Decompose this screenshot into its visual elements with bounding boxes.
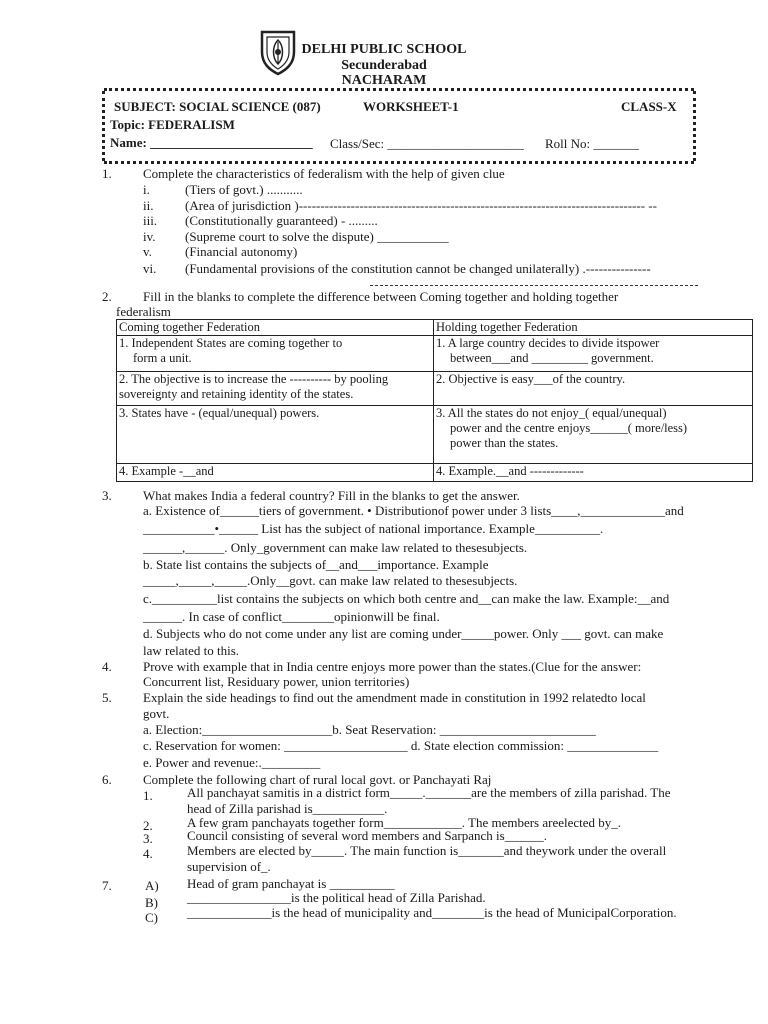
q3-line[interactable]: d. Subjects who do not come under any list are coming under_____power. Only ___ govt. can make <box>143 626 664 641</box>
cell-text: power than the states. <box>450 436 559 450</box>
q7-item-text[interactable]: Head of gram panchayat is __________ <box>187 876 395 891</box>
q5-women-commission[interactable]: c. Reservation for women: ___________________ d. State election commission: ______________ <box>143 738 659 753</box>
cell-text[interactable]: 4. Example.__and ------------- <box>436 464 584 478</box>
q1-item-num: iii. <box>143 213 158 228</box>
subject-label: SUBJECT: SOCIAL SCIENCE (087) <box>114 99 321 114</box>
q1-item-num: ii. <box>143 198 154 213</box>
q3-line[interactable]: ______,______. Only_government can make law related to thesesubjects. <box>143 540 528 555</box>
table-row <box>117 406 753 464</box>
cell-text: form a unit. <box>133 351 192 365</box>
class-label: CLASS-X <box>621 99 677 114</box>
q6-item-text[interactable]: Council consisting of several word members and Sarpanch is______. <box>187 828 547 843</box>
q3-number: 3. <box>102 488 112 503</box>
q1-item-text: (Supreme court to solve the dispute) ___________ <box>185 229 449 244</box>
q6-item-text[interactable]: A few gram panchayats together form____________. The members areelected by_. <box>187 815 622 830</box>
q7-number: 7. <box>102 878 112 893</box>
q1-item-text: (Fundamental provisions of the constitution cannot be changed unilaterally) .--------------- <box>185 261 651 276</box>
q1-item-num: v. <box>143 244 152 259</box>
q3-line: law related to this. <box>143 643 240 658</box>
q6-item-num: 3. <box>143 831 153 846</box>
school-name: DELHI PUBLIC SCHOOL <box>301 42 467 57</box>
q7-item-letter: B) <box>145 895 158 910</box>
roll-no-field[interactable]: Roll No: _______ <box>545 136 639 151</box>
q6-item-num: 1. <box>143 788 153 803</box>
name-field[interactable]: Name: _________________________ <box>110 135 313 150</box>
q6-item-num: 4. <box>143 846 153 861</box>
table-header-holding-together: Holding together Federation <box>434 320 753 336</box>
cell-text[interactable]: 3. All the states do not enjoy_( equal/unequal) <box>436 406 667 420</box>
q6-item-text[interactable]: Members are elected by_____. The main function is_______and theywork under the overall <box>187 843 667 858</box>
q3-line[interactable]: ___________•______ List has the subject of national importance. Example__________. <box>143 521 604 536</box>
cell-text[interactable]: 4. Example -__and <box>119 464 214 478</box>
q7-item-letter: A) <box>145 878 159 893</box>
q1-item-text: (Tiers of govt.) ........... <box>185 182 303 197</box>
table-row <box>117 464 753 482</box>
federation-comparison-table <box>116 319 753 482</box>
table-row <box>117 372 753 406</box>
q6-item-text[interactable]: supervision of_. <box>187 859 271 874</box>
q1-divider <box>370 285 698 286</box>
q6-item-text[interactable]: head of Zilla parishad is___________. <box>187 801 388 816</box>
q5-text: Explain the side headings to find out the amendment made in constitution in 1992 relatedto local <box>143 690 646 705</box>
q1-item-num: iv. <box>143 229 156 244</box>
q3-line[interactable]: ______. In case of conflict________opinionwill be final. <box>143 609 440 624</box>
cell-text[interactable]: 3. States have - (equal/unequal) powers. <box>119 406 320 420</box>
q5-power-revenue[interactable]: e. Power and revenue:._________ <box>143 755 321 770</box>
q1-item-num: i. <box>143 182 150 197</box>
q1-item-text: (Area of jurisdiction )-------------------------------------------------------------------------------- -- <box>185 198 657 213</box>
table-header-coming-together: Coming together Federation <box>117 320 434 336</box>
worksheet-label: WORKSHEET-1 <box>363 99 459 114</box>
q5-election-seat[interactable]: a. Election:____________________b. Seat Reservation: ________________________ <box>143 722 596 737</box>
cell-text[interactable]: between___and _________ government. <box>450 351 654 365</box>
q6-text: Complete the following chart of rural local govt. or Panchayati Raj <box>143 772 492 787</box>
q1-item-text: (Financial autonomy) <box>185 244 298 259</box>
q7-item-text[interactable]: ________________is the political head of Zilla Parishad. <box>187 890 486 905</box>
school-city: Secunderabad <box>341 58 427 73</box>
q4-text-cont: Concurrent list, Residuary power, union territories) <box>143 674 410 689</box>
q2-number: 2. <box>102 289 112 304</box>
cell-text[interactable]: 2. The objective is to increase the ---------- by pooling <box>119 372 389 386</box>
table-row <box>117 336 753 372</box>
q3-line[interactable]: a. Existence of______tiers of government. • Distributionof power under 3 lists____,_____________and <box>143 503 684 518</box>
q1-number: 1. <box>102 166 112 181</box>
q5-text-cont: govt. <box>143 706 170 721</box>
q4-number: 4. <box>102 659 112 674</box>
q1-item-num: vi. <box>143 261 157 276</box>
q2-text-cont: federalism <box>116 304 171 319</box>
q6-item-text[interactable]: All panchayat samitis in a district form_____._______are the members of zilla parishad. The <box>187 785 671 800</box>
q6-number: 6. <box>102 772 112 787</box>
q3-line[interactable]: b. State list contains the subjects of__and___importance. Example <box>143 557 489 572</box>
q6-item-num: 2. <box>143 818 153 833</box>
q5-number: 5. <box>102 690 112 705</box>
q3-line[interactable]: c.__________list contains the subjects on which both centre and__can make the law. Example:__and <box>143 591 670 606</box>
q3-line: What makes India a federal country? Fill in the blanks to get the answer. <box>143 488 520 503</box>
q2-text: Fill in the blanks to complete the difference between Coming together and holding together <box>143 289 619 304</box>
class-sec-field[interactable]: Class/Sec: _____________________ <box>330 136 524 151</box>
q7-item-text[interactable]: _____________is the head of municipality and________is the head of MunicipalCorporation. <box>187 905 677 920</box>
q1-text: Complete the characteristics of federalism with the help of given clue <box>143 166 505 181</box>
cell-text: 1. Independent States are coming together to <box>119 336 343 350</box>
cell-text[interactable]: 2. Objective is easy___of the country. <box>436 372 626 386</box>
cell-text[interactable]: 1. A large country decides to divide itspower <box>436 336 660 350</box>
q4-text: Prove with example that in India centre enjoys more power than the states.(Clue for the answer: <box>143 659 642 674</box>
cell-text: sovereignty and retaining identity of the states. <box>119 387 354 401</box>
school-branch: NACHARAM <box>341 73 427 88</box>
q1-item-text: (Constitutionally guaranteed) - ......... <box>185 213 378 228</box>
cell-text[interactable]: power and the centre enjoys______( more/less) <box>450 421 688 435</box>
q7-item-letter: C) <box>145 910 158 925</box>
q3-line[interactable]: _____,_____,_____.Only__govt. can make law related to thesesubjects. <box>143 573 518 588</box>
topic-label: Topic: FEDERALISM <box>110 117 235 132</box>
